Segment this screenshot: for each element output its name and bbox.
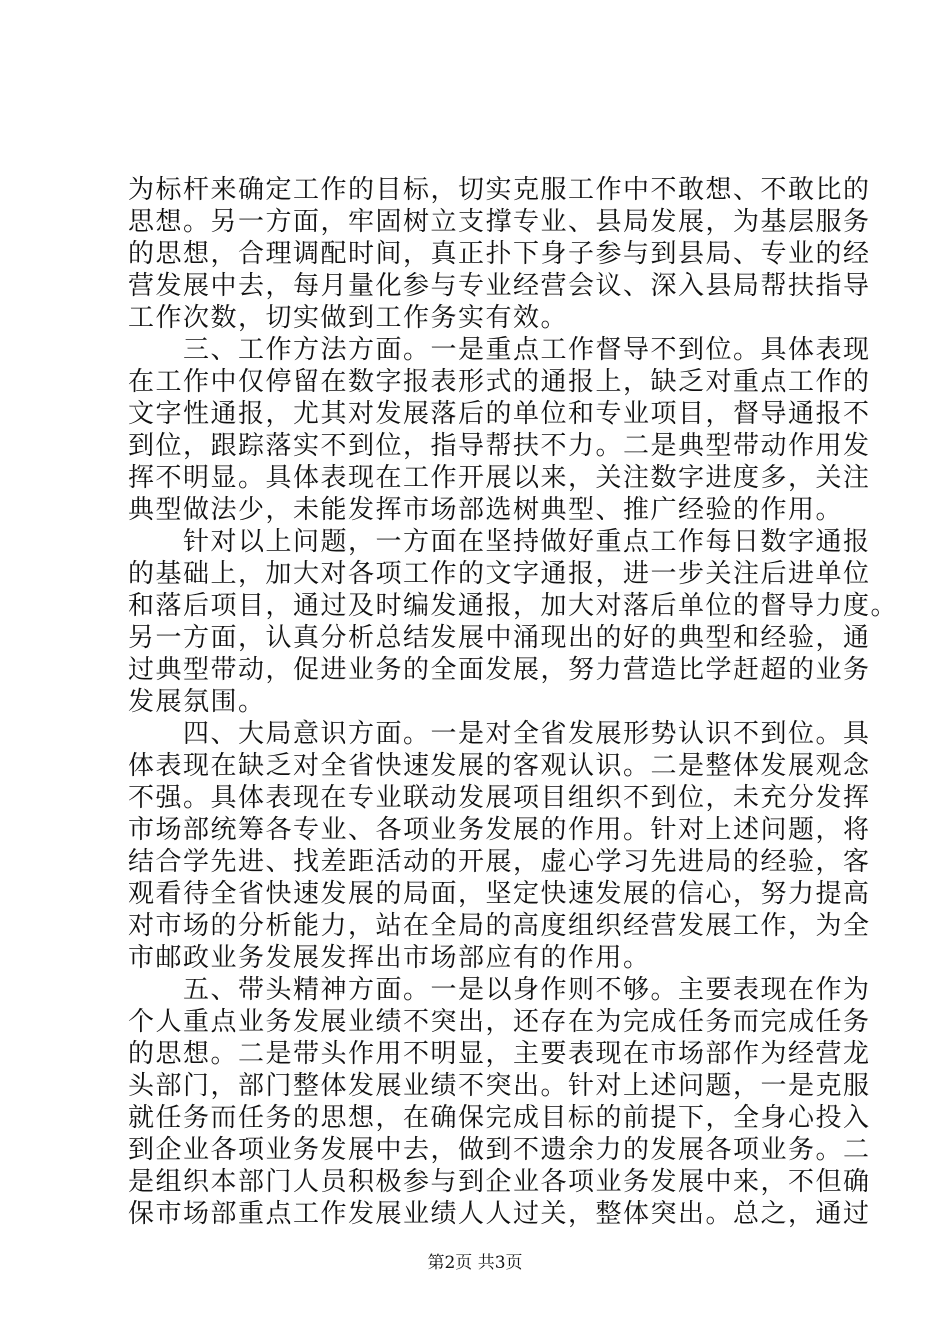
- text-line: 营发展中去，每月量化参与专业经营会议、深入县局帮扶指导: [128, 271, 871, 301]
- text-line: 就任务而任务的思想，在确保完成目标的前提下，全身心投入: [128, 1103, 871, 1133]
- text-line: 为标杆来确定工作的目标，切实克服工作中不敢想、不敢比的: [128, 175, 871, 205]
- text-line: 发展氛围。: [128, 687, 266, 717]
- text-line: 另一方面，认真分析总结发展中涌现出的好的典型和经验，通: [128, 623, 871, 653]
- text-line: 保市场部重点工作发展业绩人人过关，整体突出。总之，通过: [128, 1199, 871, 1229]
- text-line: 观看待全省快速发展的局面，坚定快速发展的信心，努力提高: [128, 879, 871, 909]
- text-line: 过典型带动，促进业务的全面发展，努力营造比学赶超的业务: [128, 655, 871, 685]
- text-line: 市邮政业务发展发挥出市场部应有的作用。: [128, 943, 651, 973]
- text-line: 对市场的分析能力，站在全局的高度组织经营发展工作，为全: [128, 911, 871, 941]
- text-line: 体表现在缺乏对全省快速发展的客观认识。二是整体发展观念: [128, 751, 871, 781]
- text-line: 头部门，部门整体发展业绩不突出。针对上述问题，一是克服: [128, 1071, 871, 1101]
- text-line: 到位，跟踪落实不到位，指导帮扶不力。二是典型带动作用发: [128, 431, 871, 461]
- text-line: 结合学先进、找差距活动的开展，虚心学习先进局的经验，客: [128, 847, 871, 877]
- text-line: 是组织本部门人员积极参与到企业各项业务发展中来，不但确: [128, 1167, 871, 1197]
- text-line: 针对以上问题，一方面在坚持做好重点工作每日数字通报: [128, 527, 871, 557]
- paragraph: [128, 334, 871, 526]
- text-line: 个人重点业务发展业绩不突出，还存在为完成任务而完成任务: [128, 1007, 871, 1037]
- text-line: 的思想，合理调配时间，真正扑下身子参与到县局、专业的经: [128, 239, 871, 269]
- text-line: 思想。另一方面，牢固树立支撑专业、县局发展，为基层服务: [128, 207, 871, 237]
- text-line: 文字性通报，尤其对发展落后的单位和专业项目，督导通报不: [128, 399, 871, 429]
- page-footer: [0, 1248, 950, 1273]
- paragraph: [128, 174, 871, 334]
- text-line: 工作次数，切实做到工作务实有效。: [128, 303, 569, 333]
- text-line: 五、带头精神方面。一是以身作则不够。主要表现在作为: [128, 975, 871, 1005]
- page-number-label: 第2页 共3页: [427, 1253, 523, 1273]
- paragraph: [128, 974, 871, 1230]
- paragraph: [128, 718, 871, 974]
- text-line: 不强。具体表现在专业联动发展项目组织不到位，未充分发挥: [128, 783, 871, 813]
- text-line: 和落后项目，通过及时编发通报，加大对落后单位的督导力度。: [128, 591, 899, 621]
- text-line: 在工作中仅停留在数字报表形式的通报上，缺乏对重点工作的: [128, 367, 871, 397]
- text-line: 市场部统筹各专业、各项业务发展的作用。针对上述问题，将: [128, 815, 871, 845]
- text-line: 的基础上，加大对各项工作的文字通报，进一步关注后进单位: [128, 559, 871, 589]
- text-line: 挥不明显。具体表现在工作开展以来，关注数字进度多，关注: [128, 463, 871, 493]
- text-line: 三、工作方法方面。一是重点工作督导不到位。具体表现: [128, 335, 871, 365]
- paragraph: [128, 526, 899, 718]
- text-line: 的思想。二是带头作用不明显，主要表现在市场部作为经营龙: [128, 1039, 871, 1069]
- text-line: 四、大局意识方面。一是对全省发展形势认识不到位。具: [128, 719, 871, 749]
- text-line: 典型做法少，未能发挥市场部选树典型、推广经验的作用。: [128, 495, 844, 525]
- document-body: [128, 174, 899, 1230]
- text-line: 到企业各项业务发展中去，做到不遗余力的发展各项业务。二: [128, 1135, 871, 1165]
